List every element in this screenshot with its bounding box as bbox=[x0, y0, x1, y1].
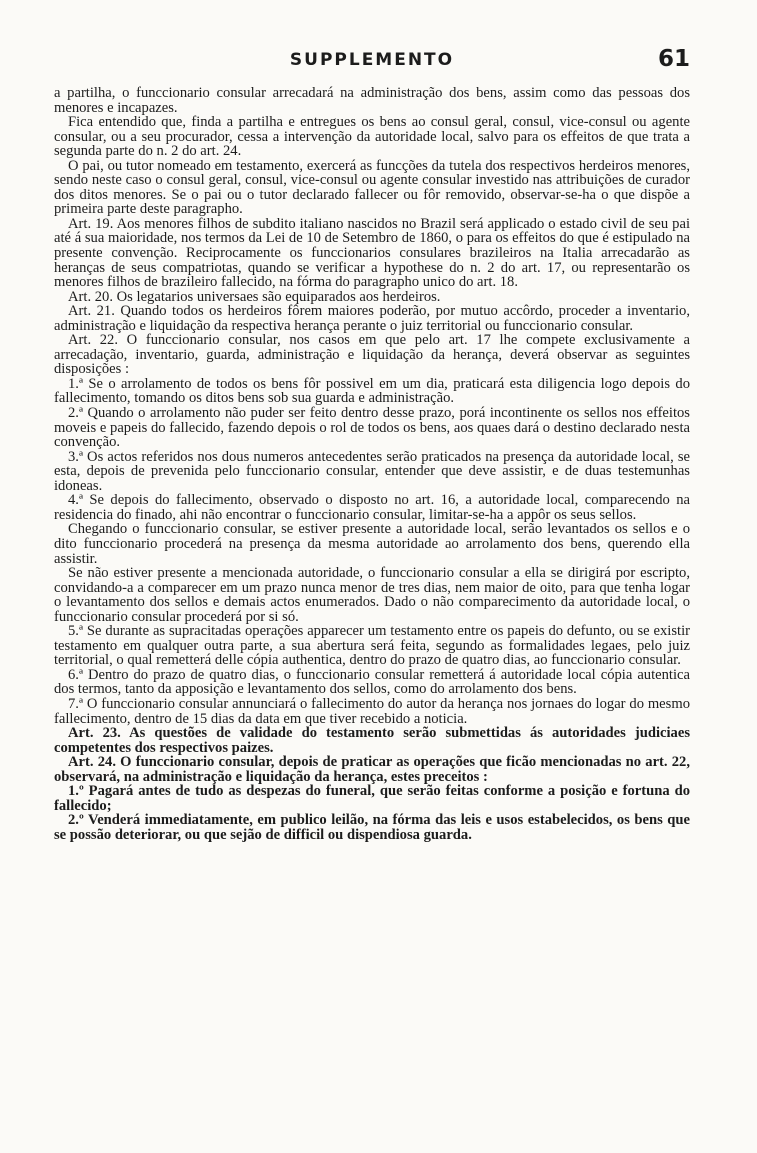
paragraph: Chegando o funccionario consular, se estiver presente a autoridade local, serão levantados os sellos e o dito funccionario procederá na presença da mesma autoridade ao arrolamento dos bens, querendo ella assistir. bbox=[54, 521, 690, 567]
article-23: Art. 23. As questões de validade do testamento serão submettidas ás autoridades judiciaes competentes dos respectivos paizes. bbox=[54, 725, 690, 756]
clause-3: 3.ª Os actos referidos nos dous numeros antecedentes serão praticados na presença da autoridade local, se esta, depois de prevenida pelo funccionario consular, entender que deve assistir, e de duas testemunhas idoneas. bbox=[54, 448, 690, 494]
clause-2: 2.ª Quando o arrolamento não puder ser feito dentro desse prazo, porá incontinente os sellos nos effeitos moveis e papeis do fallecido, fazendo depois o rol de todos os bens, aos quaes dará o destino declarado nesta convenção. bbox=[54, 405, 690, 451]
article-19: Art. 19. Aos menores filhos de subdito italiano nascidos no Brazil será applicado o estado civil de seu pai até á sua maioridade, nos termos da Lei de 10 de Setembro de 1860, o para os effeitos do que é estipulado na presente convenção. Reciprocamente os funccionarios consulares brazileiros na Italia arrecadarão as heranças de seus compatriotas, quando se verificar a hypothese do n. 2 do art. 17, ou representarão os menores filhos de brazileiro fallecido, na fórma do paragrapho unico do art. 18. bbox=[54, 215, 690, 291]
paragraph: O pai, ou tutor nomeado em testamento, exercerá as funcções da tutela dos respectivos herdeiros menores, sendo neste caso o consul geral, consul, vice-consul ou agente consular investido nas attribuições de curador dos ditos menores. Se o pai ou o tutor declarado fallecer ou fôr removido, observar-se-ha o que dispõe a primeira parte deste paragrapho. bbox=[54, 157, 690, 218]
clause-5: 5.ª Se durante as supracitadas operações apparecer um testamento entre os papeis do defunto, ou se existir testamento em qualquer outra parte, a sua abertura será feita, segundo as formalidades legaes, pelo juiz territorial, o qual remetterá delle cópia authentica, dentro do prazo de quatro dias, ao funccionario consular. bbox=[54, 623, 690, 669]
clause-6: 6.ª Dentro do prazo de quatro dias, o funccionario consular remetterá á autoridade local cópia autentica dos termos, tanto da apposição e levantamento dos sellos, como do arrolamento dos bens. bbox=[54, 666, 690, 698]
precept-2: 2.º Venderá immediatamente, em publico leilão, na fórma das leis e usos estabelecidos, os bens que se possão deteriorar, ou que sejão de difficil ou dispendiosa guarda. bbox=[54, 812, 690, 843]
article-24: Art. 24. O funccionario consular, depois de praticar as operações que ficão mencionadas no art. 22, observará, na administração e liquidação da herança, estes preceitos : bbox=[54, 754, 690, 785]
clause-7: 7.ª O funccionario consular annunciará o fallecimento do autor da herança nos jornaes do logar do mesmo fallecimento, dentro de 15 dias da data em que tiver recebido a noticia. bbox=[54, 695, 690, 727]
article-21: Art. 21. Quando todos os herdeiros fôrem maiores poderão, por mutuo accôrdo, proceder a inventario, administração e liquidação da respectiva herança perante o juiz territorial ou funccionario consular. bbox=[54, 303, 690, 334]
precept-1: 1.º Pagará antes de tudo as despezas do funeral, que serão feitas conforme a posição e fortuna do fallecido; bbox=[54, 783, 690, 814]
article-20: Art. 20. Os legatarios universaes são equiparados aos herdeiros. bbox=[68, 288, 441, 305]
paragraph: Se não estiver presente a mencionada autoridade, o funccionario consular a ella se dirigirá por escripto, convidando-a a comparecer em um prazo nunca menor de tres dias, nem maior de oito, para que tenha logar o levantamento dos sellos e demais actos enumerados. Dado o não comparecimento da autoridade local, o funccionario consular procederá por si só. bbox=[54, 565, 690, 625]
running-title: SUPPLEMENTO bbox=[289, 50, 455, 70]
clause-1: 1.ª Se o arrolamento de todos os bens fôr possivel em um dia, praticará esta diligencia logo depois do fallecimento, tomando os ditos bens sob sua guarda e administração. bbox=[54, 375, 690, 407]
article-22: Art. 22. O funccionario consular, nos casos em que pelo art. 17 lhe compete exclusivamente a arrecadação, inventario, guarda, administração e liquidação da herança, deverá observar as seguintes disposições : bbox=[54, 332, 690, 378]
page-number: 61 bbox=[657, 46, 690, 72]
paragraph: Fica entendido que, finda a partilha e entregues os bens ao consul geral, consul, vice-consul ou agente consular, ou a seu procurador, cessa a intervenção da autoridade local, salvo para os effeitos de que trata a segunda parte do n. 2 do art. 24. bbox=[54, 114, 690, 160]
body-text bbox=[54, 86, 690, 842]
clause-4: 4.ª Se depois do fallecimento, observado o disposto no art. 16, a autoridade local, comparecendo na residencia do finado, ahi não encontrar o funccionario consular, limitar-se-ha a appôr os seus sellos. bbox=[54, 492, 690, 523]
page-header bbox=[54, 46, 690, 76]
paragraph: a partilha, o funccionario consular arrecadará na administração dos bens, assim como das pessoas dos menores e incapazes. bbox=[54, 85, 690, 116]
